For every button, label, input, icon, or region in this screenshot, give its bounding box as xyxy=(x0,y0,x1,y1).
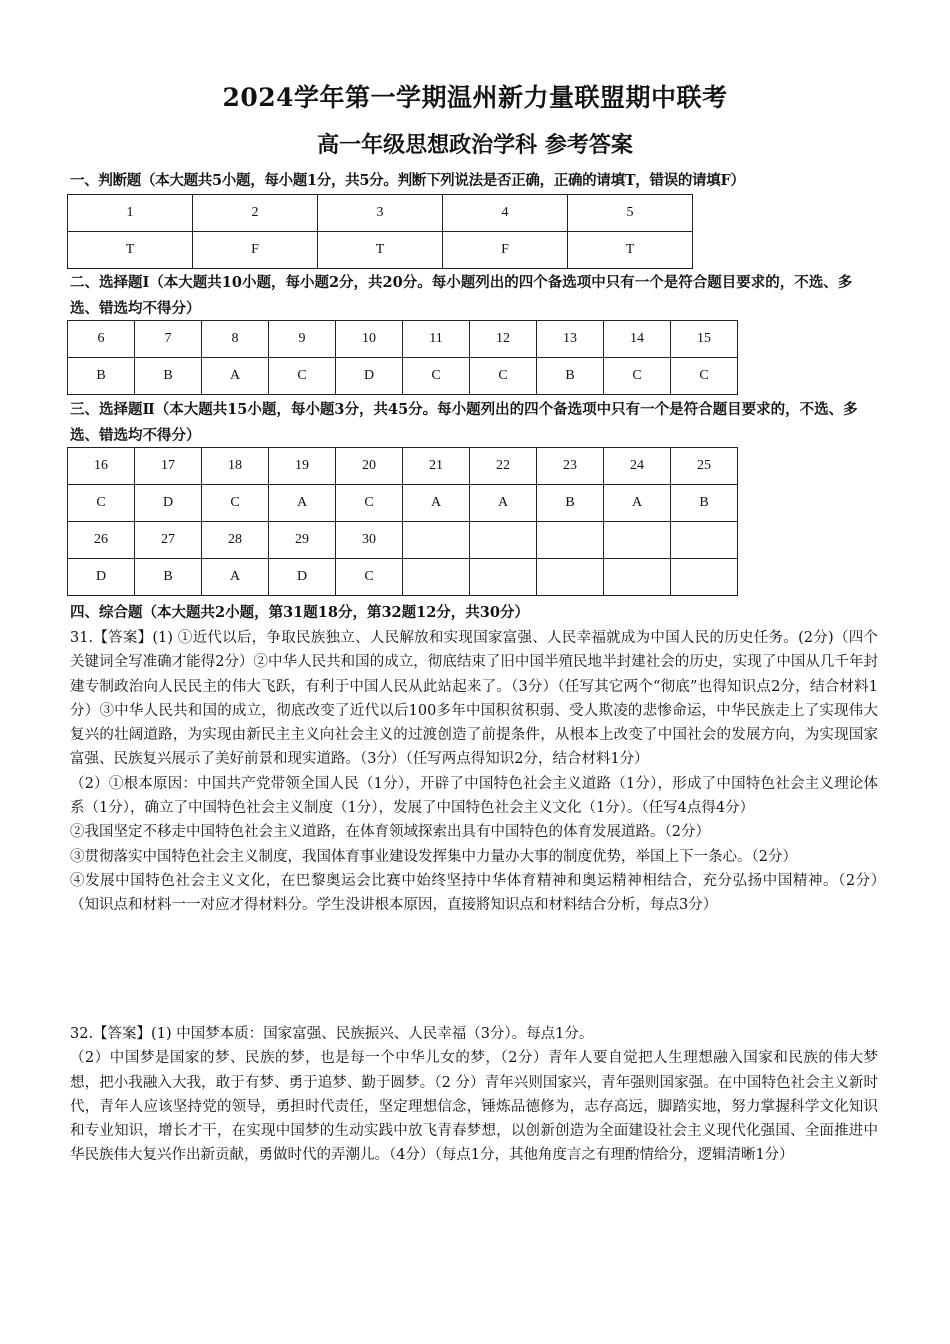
question-number: 18 xyxy=(202,448,269,485)
section2-heading: 二、选择题Ⅰ（本大题共10小题，每小题2分，共20分。每小题列出的四个备选项中只有一个是符合题目要求的，不选、多选、错选均不得分） xyxy=(70,274,853,317)
answer-cell: C xyxy=(604,358,671,395)
question-number: 26 xyxy=(68,522,135,559)
q31-part2-root-cause: （2）①根本原因：中国共产党带领全国人民（1分），开辟了中国特色社会主义道路（1分），形成了中国特色社会主义理论体系（1分），确立了中国特色社会主义制度（1分），发展了中国特色社会主义文化（1分）。（任写4点得4分） xyxy=(70,775,878,817)
question-number: 12 xyxy=(470,321,537,358)
empty-cell xyxy=(604,559,671,596)
q32-part1: 32.【答案】(1) 中国梦本质：国家富强、民族振兴、人民幸福（3分）。每点1分。 xyxy=(70,1026,594,1042)
question-number: 5 xyxy=(568,195,693,232)
true-false-answer-table xyxy=(67,194,693,269)
table-row-answers xyxy=(68,559,738,596)
q32-part2: （2）中国梦是国家的梦、民族的梦，也是每一个中华儿女的梦，（2分）青年人要自觉把人生理想融入国家和民族的伟大梦想，把小我融入大我，敢于有梦、勇于追梦、勤于圆梦。（2 分）青年兴则国家兴，青年强则国家强。在中国特色社会主义新时代，青年人应该坚持党的领导，勇担时代责任，坚定理想信念，锤炼品德修为，志存高远，脚踏实地，努力掌握科学文化知识和专业知识，增长才干，在实现中国梦的生动实践中放飞青春梦想，以创新创造为全面建设社会主义现代化强国、全面推进中华民族伟大复兴作出新贡献，勇做时代的弄潮儿。（4分）（每点1分，其他角度言之有理酌情给分，逻辑清晰1分） xyxy=(70,1050,878,1164)
answer-cell: D xyxy=(135,485,202,522)
question-number: 29 xyxy=(269,522,336,559)
empty-cell xyxy=(671,559,738,596)
empty-cell xyxy=(671,522,738,559)
answer-cell: T xyxy=(568,232,693,269)
answer-cell: C xyxy=(336,559,403,596)
document-title: 2024学年第一学期温州新力量联盟期中联考 xyxy=(222,83,728,112)
question-number: 24 xyxy=(604,448,671,485)
empty-cell xyxy=(604,522,671,559)
question-number: 2 xyxy=(193,195,318,232)
question-number: 14 xyxy=(604,321,671,358)
answer-cell: D xyxy=(68,559,135,596)
empty-cell xyxy=(470,559,537,596)
question-number: 11 xyxy=(403,321,470,358)
question-number: 1 xyxy=(68,195,193,232)
question-number: 7 xyxy=(135,321,202,358)
answer-cell: C xyxy=(470,358,537,395)
q31-point-4: ④发展中国特色社会主义文化，在巴黎奥运会比赛中始终坚持中华体育精神和奥运精神相结合，充分弘扬中国精神。（2分） （知识点和材料一一对应才得材料分。学生没讲根本原因，直接將知识点和材料结合分析，每点3分） xyxy=(70,872,893,914)
table-row-numbers xyxy=(68,522,738,559)
answer-cell: A xyxy=(202,358,269,395)
empty-cell xyxy=(403,559,470,596)
question-number: 10 xyxy=(336,321,403,358)
question-number: 16 xyxy=(68,448,135,485)
question-number: 30 xyxy=(336,522,403,559)
table-row-answers xyxy=(68,232,693,269)
empty-cell xyxy=(403,522,470,559)
answer-cell: D xyxy=(269,559,336,596)
table-row-numbers xyxy=(68,195,693,232)
question-number: 9 xyxy=(269,321,336,358)
answer-cell: F xyxy=(443,232,568,269)
answer-cell: T xyxy=(68,232,193,269)
question-number: 3 xyxy=(318,195,443,232)
answer-cell: A xyxy=(269,485,336,522)
question-31-answer xyxy=(70,626,893,918)
empty-cell xyxy=(537,559,604,596)
choice-1-answer-table xyxy=(67,320,738,395)
q31-point-2: ②我国坚定不移走中国特色社会主义道路，在体育领域探索出具有中国特色的体育发展道路。（2分） xyxy=(70,824,710,841)
answer-cell: B xyxy=(68,358,135,395)
question-number: 4 xyxy=(443,195,568,232)
answer-cell: A xyxy=(403,485,470,522)
answer-cell: C xyxy=(68,485,135,522)
empty-cell xyxy=(537,522,604,559)
question-number: 21 xyxy=(403,448,470,485)
question-number: 22 xyxy=(470,448,537,485)
answer-cell: C xyxy=(269,358,336,395)
answer-cell: C xyxy=(671,358,738,395)
answer-cell: A xyxy=(470,485,537,522)
answer-cell: B xyxy=(671,485,738,522)
table-row-answers xyxy=(68,485,738,522)
question-number: 23 xyxy=(537,448,604,485)
question-number: 6 xyxy=(68,321,135,358)
section3-heading: 三、选择题Ⅱ（本大题共15小题，每小题3分，共45分。每小题列出的四个备选项中只有一个是符合题目要求的，不选、多选、错选均不得分） xyxy=(70,401,858,444)
answer-cell: B xyxy=(135,358,202,395)
answer-cell: C xyxy=(336,485,403,522)
question-number: 8 xyxy=(202,321,269,358)
answer-cell: A xyxy=(604,485,671,522)
answer-cell: F xyxy=(193,232,318,269)
table-row-numbers xyxy=(68,448,738,485)
answer-cell: B xyxy=(135,559,202,596)
question-number: 13 xyxy=(537,321,604,358)
table-row-answers xyxy=(68,358,738,395)
empty-cell xyxy=(470,522,537,559)
table-row-numbers xyxy=(68,321,738,358)
answer-cell: B xyxy=(537,358,604,395)
question-number: 25 xyxy=(671,448,738,485)
answer-cell: C xyxy=(202,485,269,522)
answer-cell: C xyxy=(403,358,470,395)
question-number: 15 xyxy=(671,321,738,358)
answer-cell: B xyxy=(537,485,604,522)
choice-2-answer-table xyxy=(67,447,738,596)
q31-point-3: ③贯彻落实中国特色社会主义制度，我国体育事业建设发挥集中力量办大事的制度优势，举国上下一条心。（2分） xyxy=(70,848,797,865)
question-number: 17 xyxy=(135,448,202,485)
question-32-answer xyxy=(70,1022,878,1168)
section4-heading: 四、综合题（本大题共2小题，第31题18分，第32题12分，共30分） xyxy=(70,604,529,621)
answer-cell: A xyxy=(202,559,269,596)
document-subtitle: 高一年级思想政治学科 参考答案 xyxy=(317,132,633,158)
section1-heading: 一、判断题（本大题共5小题，每小题1分，共5分。判断下列说法是否正确，正确的请填T，错误的请填F） xyxy=(70,172,745,189)
question-number: 20 xyxy=(336,448,403,485)
answer-cell: T xyxy=(318,232,443,269)
answer-cell: D xyxy=(336,358,403,395)
q31-part1: 31.【答案】(1) ①近代以后，争取民族独立、人民解放和实现国家富强、人民幸福就成为中国人民的历史任务。(2分)（四个关键词全写准确才能得2分）②中华人民共和国的成立，彻底结束了旧中国半殖民地半封建社会的历史，实现了中国从几千年封建专制政治向人民民主的伟大飞跃，有利于中国人民从此站起来了。（3分）（任写其它两个“彻底”也得知识点2分，结合材料1分）③中华人民共和国的成立，彻底改变了近代以后100多年中国积贫积弱、受人欺凌的悲惨命运，中华民族走上了实现伟大复兴的壮阔道路，为实现由新民主主义向社会主义的过渡创造了前提条件，从根本上改变了中国社会的发展方向，为实现国家富强、民族复兴展示了美好前景和现实道路。（3分）（任写两点得知识2分，结合材料1分） xyxy=(70,630,878,768)
question-number: 19 xyxy=(269,448,336,485)
question-number: 27 xyxy=(135,522,202,559)
question-number: 28 xyxy=(202,522,269,559)
